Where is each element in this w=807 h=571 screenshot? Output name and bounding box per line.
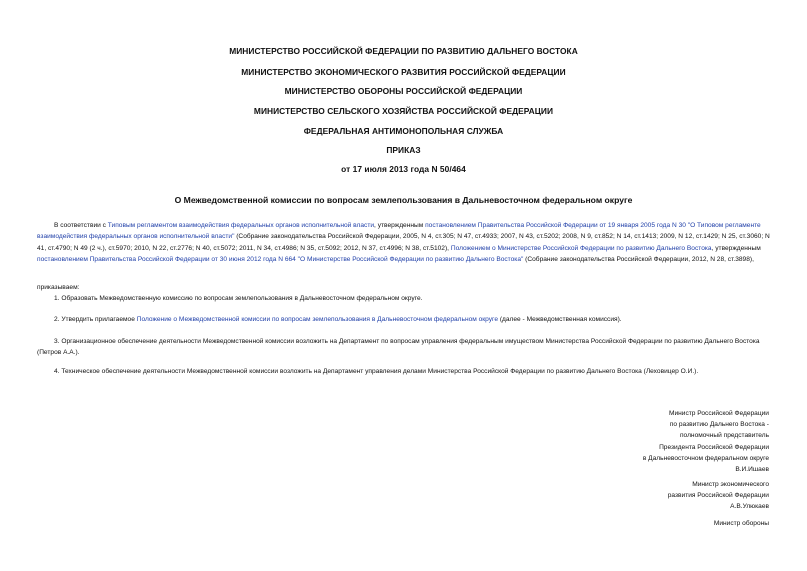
signature-1-line-1: Министр Российской Федерации: [668, 410, 769, 417]
preamble-text-2: , утвержденным: [374, 222, 426, 229]
preamble-paragraph: [37, 220, 772, 266]
signature-1-line-5: в Дальневосточном федеральном округе: [642, 454, 769, 462]
ministry-regulation-link[interactable]: Положением о Министерстве Российской Федерации по развитию Дальнего Востока: [450, 244, 712, 252]
document-date: от 17 июля 2013 года N 50/464: [341, 164, 466, 174]
preamble-text-3: (Собрание законодательства Российской Федерации, 2005, N 4, ст.305; N 47, ст.4933; 2007, N 43, ст.5202; 2008, N 9, ст.852; N 14, ст.1413; 2009, N 12, ст.1429; N 25, ст.3060; N 41, ст.4790; N 49 (2 ч.), ст.5970; 2010, N 22, ст.2776; N 40, ст.5072; 2011, N 34, ст.4986; N 35, ст.5092; 2012, N 37, ст.4996; N 38, ст.5102),: [37, 233, 770, 252]
government-decree-30-link[interactable]: постановлением Правительства Российской Федерации от 19 января 2005 года N 30 "О Типовом регламенте взаимодействия федеральных органов исполнительной власти": [37, 222, 761, 241]
signature-block-3: [549, 518, 769, 529]
preamble-text-1: В соответствии с: [54, 222, 108, 229]
typical-regulation-link[interactable]: Типовым регламентом взаимодействия федеральных органов исполнительной власти: [107, 222, 375, 229]
ministry-heading-3: МИНИСТЕРСТВО ОБОРОНЫ РОССИЙСКОЙ ФЕДЕРАЦИИ: [284, 86, 523, 96]
order-item-4: 4. Техническое обеспечение деятельности Межведомственной комиссии возложить на Департамент управления делами Министерства Российской Федерации по развитию Дальнего Востока (Леховицер О.И.).: [54, 368, 699, 375]
government-decree-664-link[interactable]: постановлением Правительства Российской Федерации от 30 июня 2012 года N 664 "О Министерстве Российской Федерации по развитию Дальнего Востока": [37, 256, 524, 264]
preamble-text-5: (Собрание законодательства Российской Федерации, 2012, N 28, ст.3898),: [523, 256, 754, 264]
signature-2-line-1: Министр экономического: [692, 481, 769, 488]
ministry-heading-4: МИНИСТЕРСТВО СЕЛЬСКОГО ХОЗЯЙСТВА РОССИЙСКОЙ ФЕДЕРАЦИИ: [253, 106, 554, 116]
signature-2-line-2: развития Российской Федерации: [667, 492, 769, 500]
preamble-text-4: , утвержденным: [711, 244, 761, 252]
ministry-heading-1: МИНИСТЕРСТВО РОССИЙСКОЙ ФЕДЕРАЦИИ ПО РАЗВИТИЮ ДАЛЬНЕГО ВОСТОКА: [229, 46, 578, 56]
signature-2-name: А.В.Улюкаев: [730, 503, 769, 511]
signature-1-line-2: по развитию Дальнего Востока -: [669, 421, 769, 429]
signature-1-name: В.И.Ишаев: [735, 466, 769, 474]
document-type: ПРИКАЗ: [386, 145, 421, 155]
signature-block-1: [549, 408, 769, 475]
signature-1-line-4: Президента Российской Федерации: [659, 443, 769, 451]
signature-3-line-1: Министр обороны: [713, 520, 769, 527]
signature-1-line-3: полномочный представитель: [679, 432, 769, 440]
ministry-heading-2: МИНИСТЕРСТВО ЭКОНОМИЧЕСКОГО РАЗВИТИЯ РОССИЙСКОЙ ФЕДЕРАЦИИ: [241, 67, 566, 77]
ministry-heading-5: ФЕДЕРАЛЬНАЯ АНТИМОНОПОЛЬНАЯ СЛУЖБА: [303, 126, 504, 136]
item-2-text-2: (далее - Межведомственная комиссия).: [498, 316, 622, 323]
order-word: приказываем:: [37, 284, 80, 291]
order-item-2: [54, 316, 622, 323]
item-2-text-1: 2. Утвердить прилагаемое: [54, 316, 137, 323]
commission-regulation-link[interactable]: Положение о Межведомственной комиссии по вопросам землепользования в Дальневосточном федеральном округе: [136, 316, 498, 323]
signature-block-2: [549, 479, 769, 513]
order-item-3: 3. Организационное обеспечение деятельности Межведомственной комиссии возложить на Департамент по вопросам управления федеральным имуществом Министерства Российской Федерации по развитию Дальнего Востока (Петров А.А.).: [37, 338, 760, 357]
order-item-1: 1. Образовать Межведомственную комиссию по вопросам землепользования в Дальневосточном федеральном округе.: [54, 295, 423, 302]
document-title: О Межведомственной комиссии по вопросам землепользования в Дальневосточном федеральном округе: [174, 195, 633, 205]
